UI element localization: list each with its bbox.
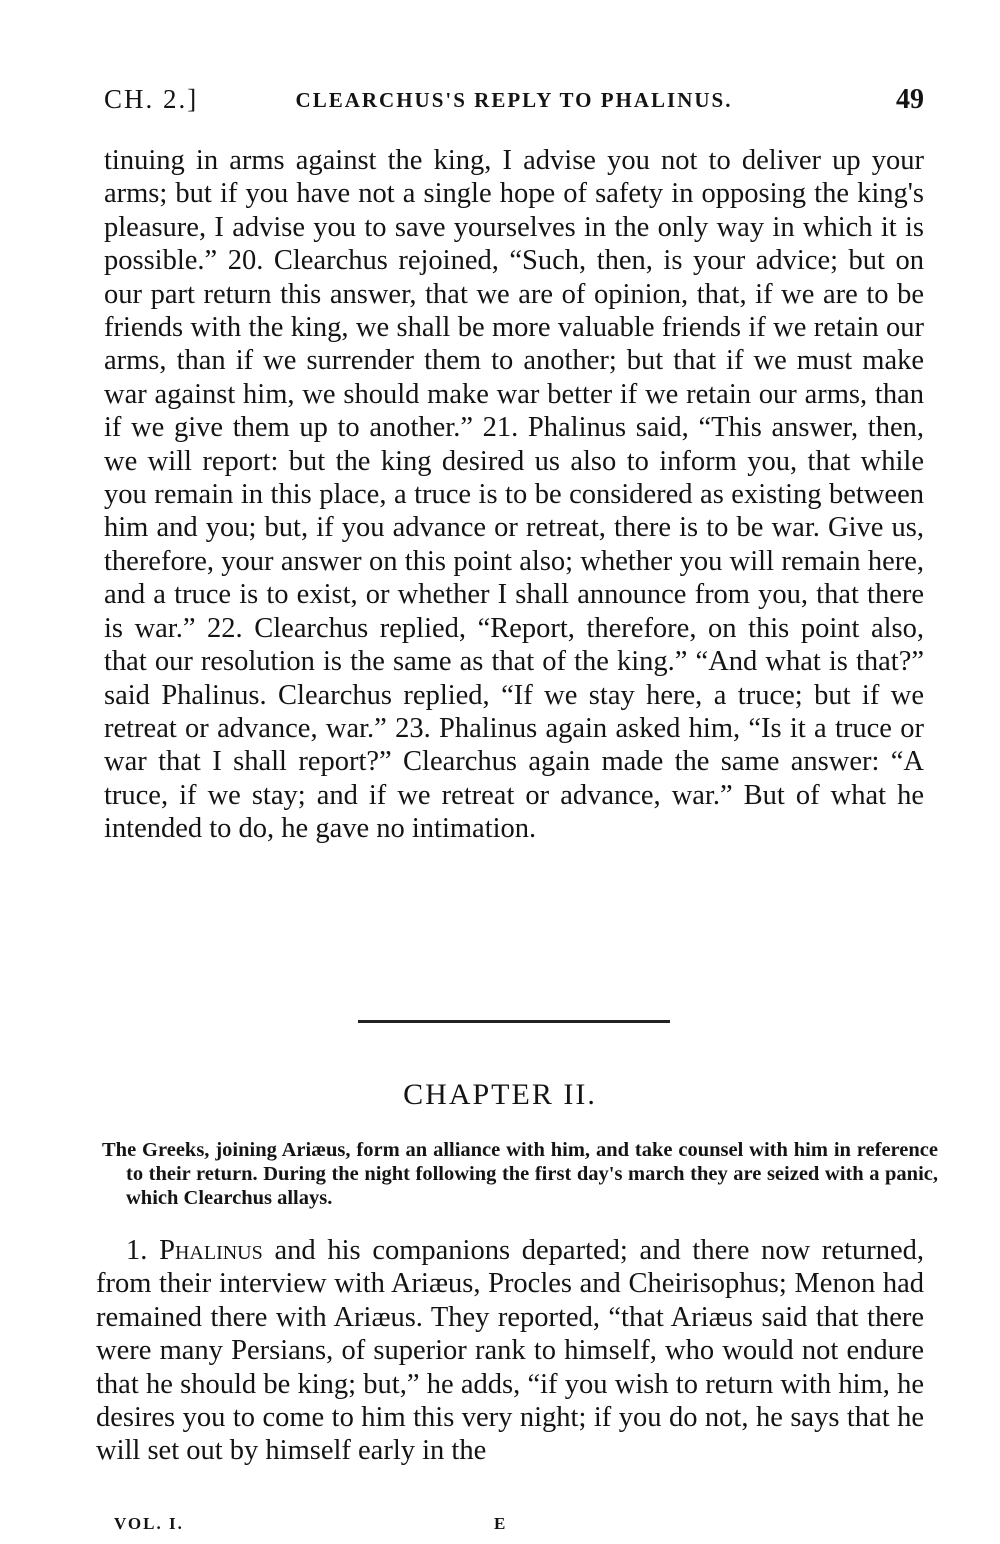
lead-word: Phalinus [159, 1235, 263, 1266]
paragraph-text: and his companions departed; and there now returned, from their interview with Ariæus, Procles and Cheirisophus; Menon had remained there with Ariæus. They reported, “that Ariæus said that there were many Persians, of superior rank to himself, who would not endure that he should be king; but,” he adds, “if you wish to return with him, he desires you to come to him this very night; if you do not, he says that he will set out by himself early in the [96, 1235, 924, 1467]
running-head [104, 84, 924, 120]
page-number: 49 [896, 84, 924, 115]
body-paragraph-continued: tinuing in arms against the king, I advise you not to deliver up your arms; but if you have not a single hope of safety in opposing the king's pleasure, I advise you to save yourselves in the only way in which it is possible.” 20. Clearchus rejoined, “Such, then, is your advice; but on our part return this answer, that we are of opinion, that, if we are to be friends with the king, we shall be more valuable friends if we retain our arms, than if we surrender them to another; but that if we must make war against him, we should make war better if we retain our arms, than if we give them up to another.” 21. Phalinus said, “This answer, then, we will report: but the king desired us also to inform you, that while you remain in this place, a truce is to be considered as existing between him and you; but, if you advance or retreat, there is to be war. Give us, therefore, your answer on this point also; whether you will remain here, and a truce is to exist, or whether I shall announce from you, that there is war.” 22. Clearchus replied, “Report, therefore, on this point also, that our resolution is the same as that of the king.” “And what is that?” said Phalinus. Clearchus replied, “If we stay here, a truce; but if we retreat or advance, war.” 23. Phalinus again asked him, “Is it a truce or war that I shall report?” Clearchus again made the same answer: “A truce, if we stay; and if we retreat or advance, war.” But of what he intended to do, he gave no intimation. [104, 145, 924, 845]
chapter-title: CHAPTER II. [403, 1078, 597, 1111]
volume-mark: VOL. I. [114, 1514, 184, 1533]
chapter-reference: CH. 2.] [104, 84, 199, 114]
section-divider [358, 1020, 670, 1023]
chapter-opening-paragraph [96, 1234, 924, 1468]
section-number: 1. [126, 1235, 148, 1266]
chapter-summary: The Greeks, joining Ariæus, form an alliance with him, and take counsel with him in reference to their return. During the night following the first day's march they are seized with a panic, which Clearchus allays. [102, 1139, 938, 1209]
signature-mark: E [494, 1514, 506, 1533]
running-title: CLEARCHUS'S REPLY TO PHALINUS. [295, 88, 733, 112]
